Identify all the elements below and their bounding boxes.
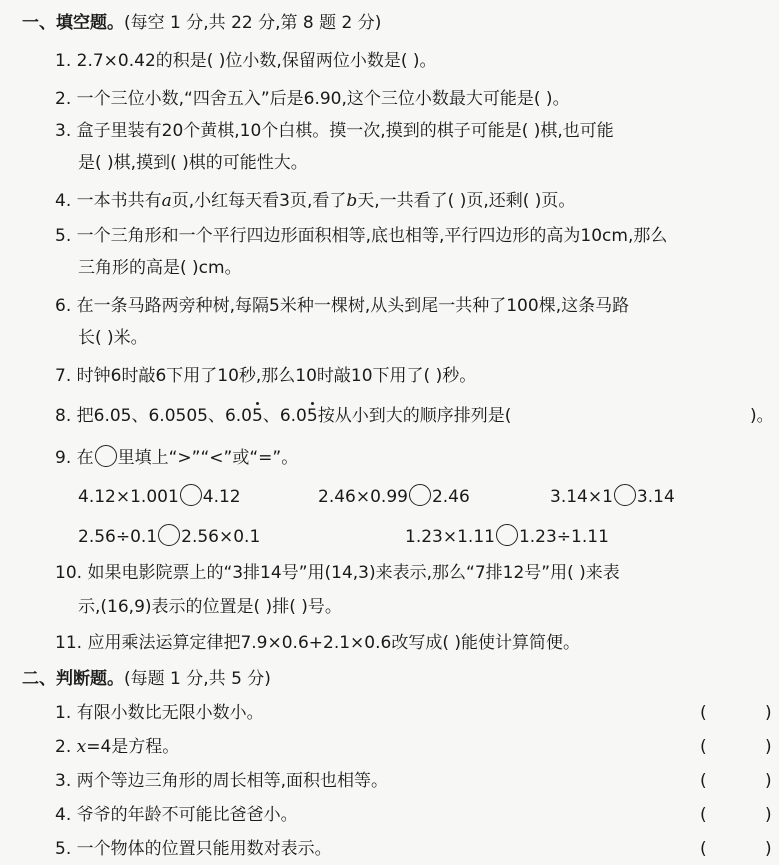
compare-1c: 3.14×1 3.14 [550,484,675,508]
answer-paren-open: ( [700,703,707,723]
question-3-line-1: 3. 盒子里装有20个黄棋,10个白棋。摸一次,摸到的棋子可能是( )棋,也可能 [55,121,614,141]
question-4 [55,190,575,212]
circle-blank-icon[interactable] [614,484,636,506]
judge-2: 2. x=4是方程。 [55,737,180,757]
question-8 [55,405,511,427]
section-2-heading [22,668,271,690]
section-2-note: (每题 1 分,共 5 分) [124,669,271,689]
question-11: 11. 应用乘法运算定律把7.9×0.6+2.1×0.6改写成( )能使计算简便。 [55,633,580,653]
compare-2b: 1.23×1.11 1.23÷1.11 [405,524,609,548]
answer-paren-close: ) [765,839,772,859]
judge-4: 4. 爷爷的年龄不可能比爸爸小。 [55,805,298,825]
answer-paren-open: ( [700,839,707,859]
answer-paren-close: ) [765,737,772,757]
question-2: 2. 一个三位小数,“四舍五入”后是6.90,这个三位小数最大可能是( )。 [55,89,570,109]
question-4-part-1: 4. 一本书共有 [55,191,162,211]
question-10-line-1: 10. 如果电影院票上的“3排14号”用(14,3)来表示,那么“7排12号”用( )来表 [55,563,620,583]
judge-3: 3. 两个等边三角形的周长相等,面积也相等。 [55,771,389,791]
variable-b: b [346,191,358,211]
question-5-line-2: 三角形的高是( )cm。 [78,258,242,278]
question-8-end: )。 [750,406,774,426]
variable-x: x [76,737,87,757]
circle-blank-icon[interactable] [158,524,180,546]
question-9 [55,445,298,469]
compare-2a: 2.56÷0.1 2.56×0.1 [78,524,260,548]
question-8-part-1: 8. 把6.05、6.0505、6.0 [55,406,252,426]
question-6-line-2: 长( )米。 [78,328,148,348]
circle-blank-icon[interactable] [496,524,518,546]
section-1-note: (每空 1 分,共 22 分,第 8 题 2 分) [124,13,382,33]
section-1-heading [22,12,381,34]
question-9-part-2: 里填上“>”“<”或“=”。 [117,448,299,468]
question-4-part-3: 天,一共看了( )页,还剩( )页。 [357,191,576,211]
answer-paren-open: ( [700,771,707,791]
answer-paren-close: ) [765,771,772,791]
question-5-line-1: 5. 一个三角形和一个平行四边形面积相等,底也相等,平行四边形的高为10cm,那么 [55,226,668,246]
question-9-part-1: 9. 在 [55,448,94,468]
answer-paren-open: ( [700,805,707,825]
answer-paren-open: ( [700,737,707,757]
variable-a: a [161,191,172,211]
answer-paren-close: ) [765,703,772,723]
answer-paren-close: ) [765,805,772,825]
section-2-title: 二、判断题。 [22,669,124,689]
question-3-line-2: 是( )棋,摸到( )棋的可能性大。 [78,153,308,173]
circle-blank-icon [95,445,117,467]
circle-blank-icon[interactable] [409,484,431,506]
section-1-title: 一、填空题。 [22,13,124,33]
question-8-part-2: 、6.0 [262,406,307,426]
question-8-part-3: 按从小到大的顺序排列是( [317,406,512,426]
question-10-line-2: 示,(16,9)表示的位置是( )排( )号。 [78,597,342,617]
judge-5: 5. 一个物体的位置只能用数对表示。 [55,839,332,859]
compare-1b: 2.46×0.99 2.46 [318,484,470,508]
judge-1: 1. 有限小数比无限小数小。 [55,703,264,723]
question-7: 7. 时钟6时敲6下用了10秒,那么10时敲10下用了( )秒。 [55,366,477,386]
repeating-digit-1: 5 [252,405,263,427]
question-4-part-2: 页,小红每天看3页,看了 [171,191,347,211]
question-1: 1. 2.7×0.42的积是( )位小数,保留两位小数是( )。 [55,51,437,71]
circle-blank-icon[interactable] [180,484,202,506]
repeating-digit-2: 5 [307,405,318,427]
question-6-line-1: 6. 在一条马路两旁种树,每隔5米种一棵树,从头到尾一共种了100棵,这条马路 [55,296,630,316]
compare-1a: 4.12×1.001 4.12 [78,484,241,508]
